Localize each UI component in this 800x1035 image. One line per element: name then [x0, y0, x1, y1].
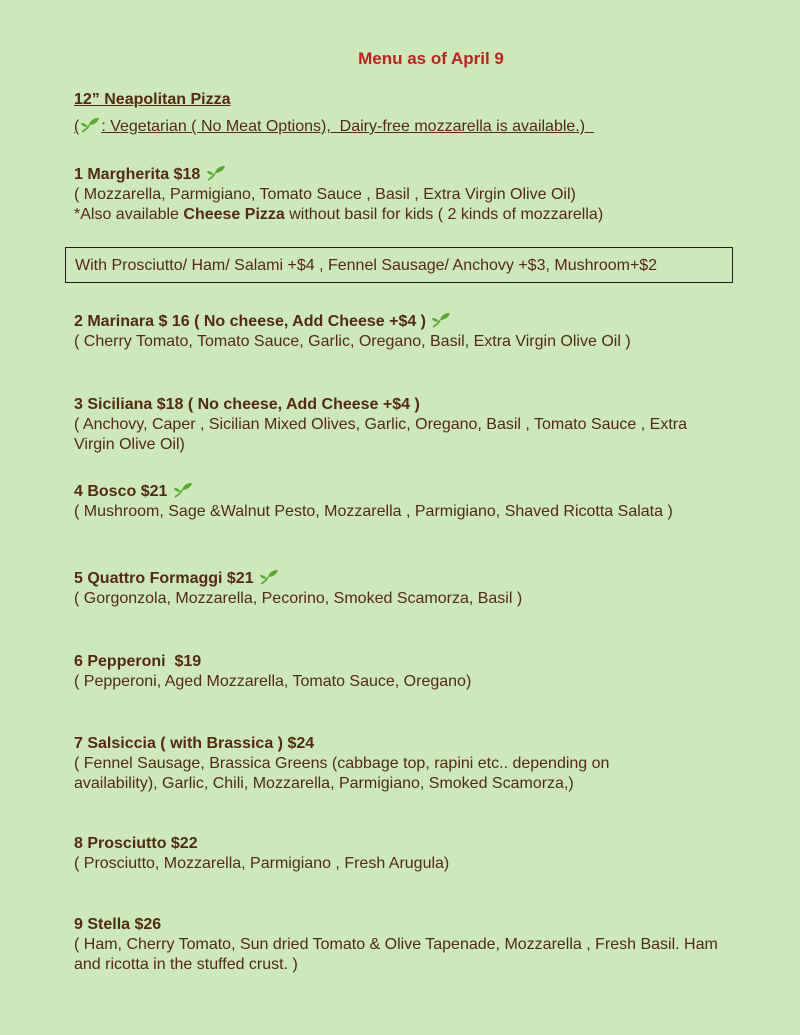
sprout-icon — [79, 116, 101, 134]
item-extra-note — [74, 205, 754, 225]
menu-item-pepperoni — [74, 652, 754, 692]
item-title: 2 Marinara $ 16 ( No cheese, Add Cheese +$4 ) — [74, 313, 427, 330]
item-title: 4 Bosco $21 — [74, 483, 168, 500]
addons-box: With Prosciutto/ Ham/ Salami +$4 , Fennel Sausage/ Anchovy +$3, Mushroom+$2 — [65, 247, 733, 283]
sprout-icon — [205, 164, 227, 182]
extra-prefix: *Also available — [74, 206, 184, 223]
item-description: ( Gorgonzola, Mozzarella, Pecorino, Smoked Scamorza, Basil ) — [74, 590, 523, 607]
legend-open-paren: ( — [74, 118, 80, 135]
item-description: ( Fennel Sausage, Brassica Greens (cabbage top, rapini etc.. depending on availability), Garlic, Chili, Mozzarella, Parmigiano, Smoked Scamorza,) — [74, 755, 610, 792]
sprout-icon — [258, 568, 280, 586]
menu-item-siciliana — [74, 395, 714, 455]
menu-item-prosciutto — [74, 834, 754, 874]
item-title: 8 Prosciutto $22 — [74, 835, 198, 852]
item-description: ( Prosciutto, Mozzarella, Parmigiano , Fresh Arugula) — [74, 855, 450, 872]
legend-text: : Vegetarian ( No Meat Options), Dairy-free mozzarella is available.) — [101, 118, 594, 135]
item-description: ( Mushroom, Sage &Walnut Pesto, Mozzarella , Parmigiano, Shaved Ricotta Salata ) — [74, 503, 673, 520]
item-title: 6 Pepperoni $19 — [74, 653, 202, 670]
menu-item-margherita — [74, 164, 754, 225]
vegetarian-legend — [74, 116, 594, 136]
item-title: 3 Siciliana $18 ( No cheese, Add Cheese +$4 ) — [74, 396, 420, 413]
sprout-icon — [430, 311, 452, 329]
item-description: ( Mozzarella, Parmigiano, Tomato Sauce , Basil , Extra Virgin Olive Oil) — [74, 186, 576, 203]
menu-item-stella — [74, 915, 734, 975]
item-description: ( Ham, Cherry Tomato, Sun dried Tomato & Olive Tapenade, Mozzarella , Fresh Basil. Ham and ricotta in the stuffed crust. ) — [74, 936, 718, 973]
item-description: ( Cherry Tomato, Tomato Sauce, Garlic, Oregano, Basil, Extra Virgin Olive Oil ) — [74, 333, 631, 350]
menu-item-salsiccia — [74, 734, 694, 794]
extra-bold: Cheese Pizza — [183, 206, 285, 223]
item-title: 7 Salsiccia ( with Brassica ) $24 — [74, 735, 315, 752]
sprout-icon — [172, 481, 194, 499]
item-description: ( Anchovy, Caper , Sicilian Mixed Olives, Garlic, Oregano, Basil , Tomato Sauce , Extra Virgin Olive Oil) — [74, 416, 687, 453]
extra-suffix: without basil for kids ( 2 kinds of mozzarella) — [284, 206, 604, 223]
menu-item-quattro-formaggi — [74, 568, 754, 609]
section-heading: 12” Neapolitan Pizza — [74, 91, 231, 108]
item-title: 9 Stella $26 — [74, 916, 162, 933]
menu-item-marinara — [74, 311, 754, 352]
item-description: ( Pepperoni, Aged Mozzarella, Tomato Sauce, Oregano) — [74, 673, 472, 690]
item-title: 5 Quattro Formaggi $21 — [74, 570, 254, 587]
menu-item-bosco — [74, 481, 754, 522]
item-title: 1 Margherita $18 — [74, 166, 201, 183]
page-title: Menu as of April 9 — [358, 49, 504, 68]
